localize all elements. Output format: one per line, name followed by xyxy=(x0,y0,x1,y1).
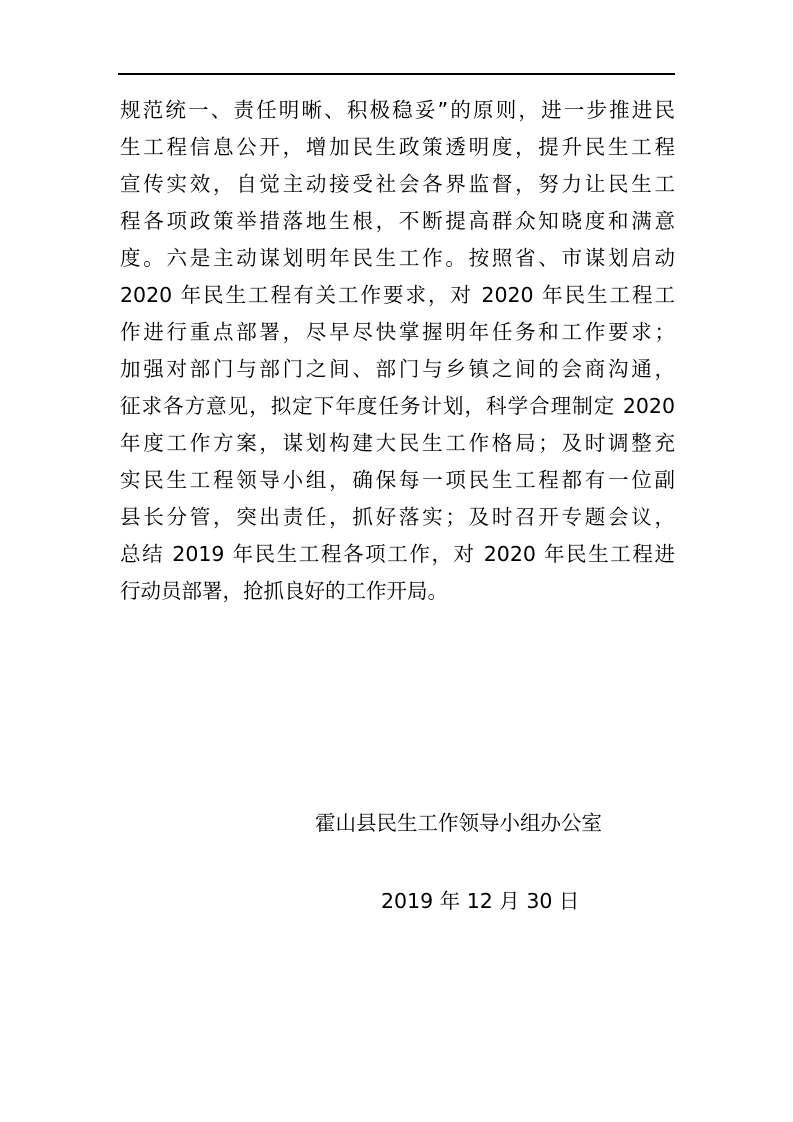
body-line: 生工程信息公开，增加民生政策透明度，提升民生工程 xyxy=(120,135,675,159)
body-line: 征求各方意见，拟定下年度任务计划，科学合理制定 2020 xyxy=(120,394,675,418)
body-line: 作进行重点部署，尽早尽快掌握明年任务和工作要求； xyxy=(120,320,675,344)
body-line: 县长分管，突出责任，抓好落实；及时召开专题会议， xyxy=(120,505,675,529)
body-paragraph xyxy=(120,92,675,610)
body-line: 行动员部署，抢抓良好的工作开局。 xyxy=(120,579,448,603)
body-line: 加强对部门与部门之间、部门与乡镇之间的会商沟通， xyxy=(120,357,675,381)
body-line: 2020 年民生工程有关工作要求，对 2020 年民生工程工 xyxy=(120,283,675,307)
header-rule xyxy=(118,73,675,75)
body-line: 程各项政策举措落地生根，不断提高群众知晓度和满意 xyxy=(120,209,675,233)
body-line: 实民生工程领导小组，确保每一项民生工程都有一位副 xyxy=(120,468,675,492)
body-line: 总结 2019 年民生工程各项工作，对 2020 年民生工程进 xyxy=(120,542,675,566)
body-line: 宣传实效，自觉主动接受社会各界监督，努力让民生工 xyxy=(120,172,675,196)
signature-organization: 霍山县民生工作领导小组办公室 xyxy=(315,811,602,835)
signature-date: 2019 年 12 月 30 日 xyxy=(381,889,580,913)
body-line: 规范统一、责任明晰、积极稳妥”的原则，进一步推进民 xyxy=(120,98,675,122)
body-line: 年度工作方案，谋划构建大民生工作格局；及时调整充 xyxy=(120,431,675,455)
body-line: 度。六是主动谋划明年民生工作。按照省、市谋划启动 xyxy=(120,246,675,270)
